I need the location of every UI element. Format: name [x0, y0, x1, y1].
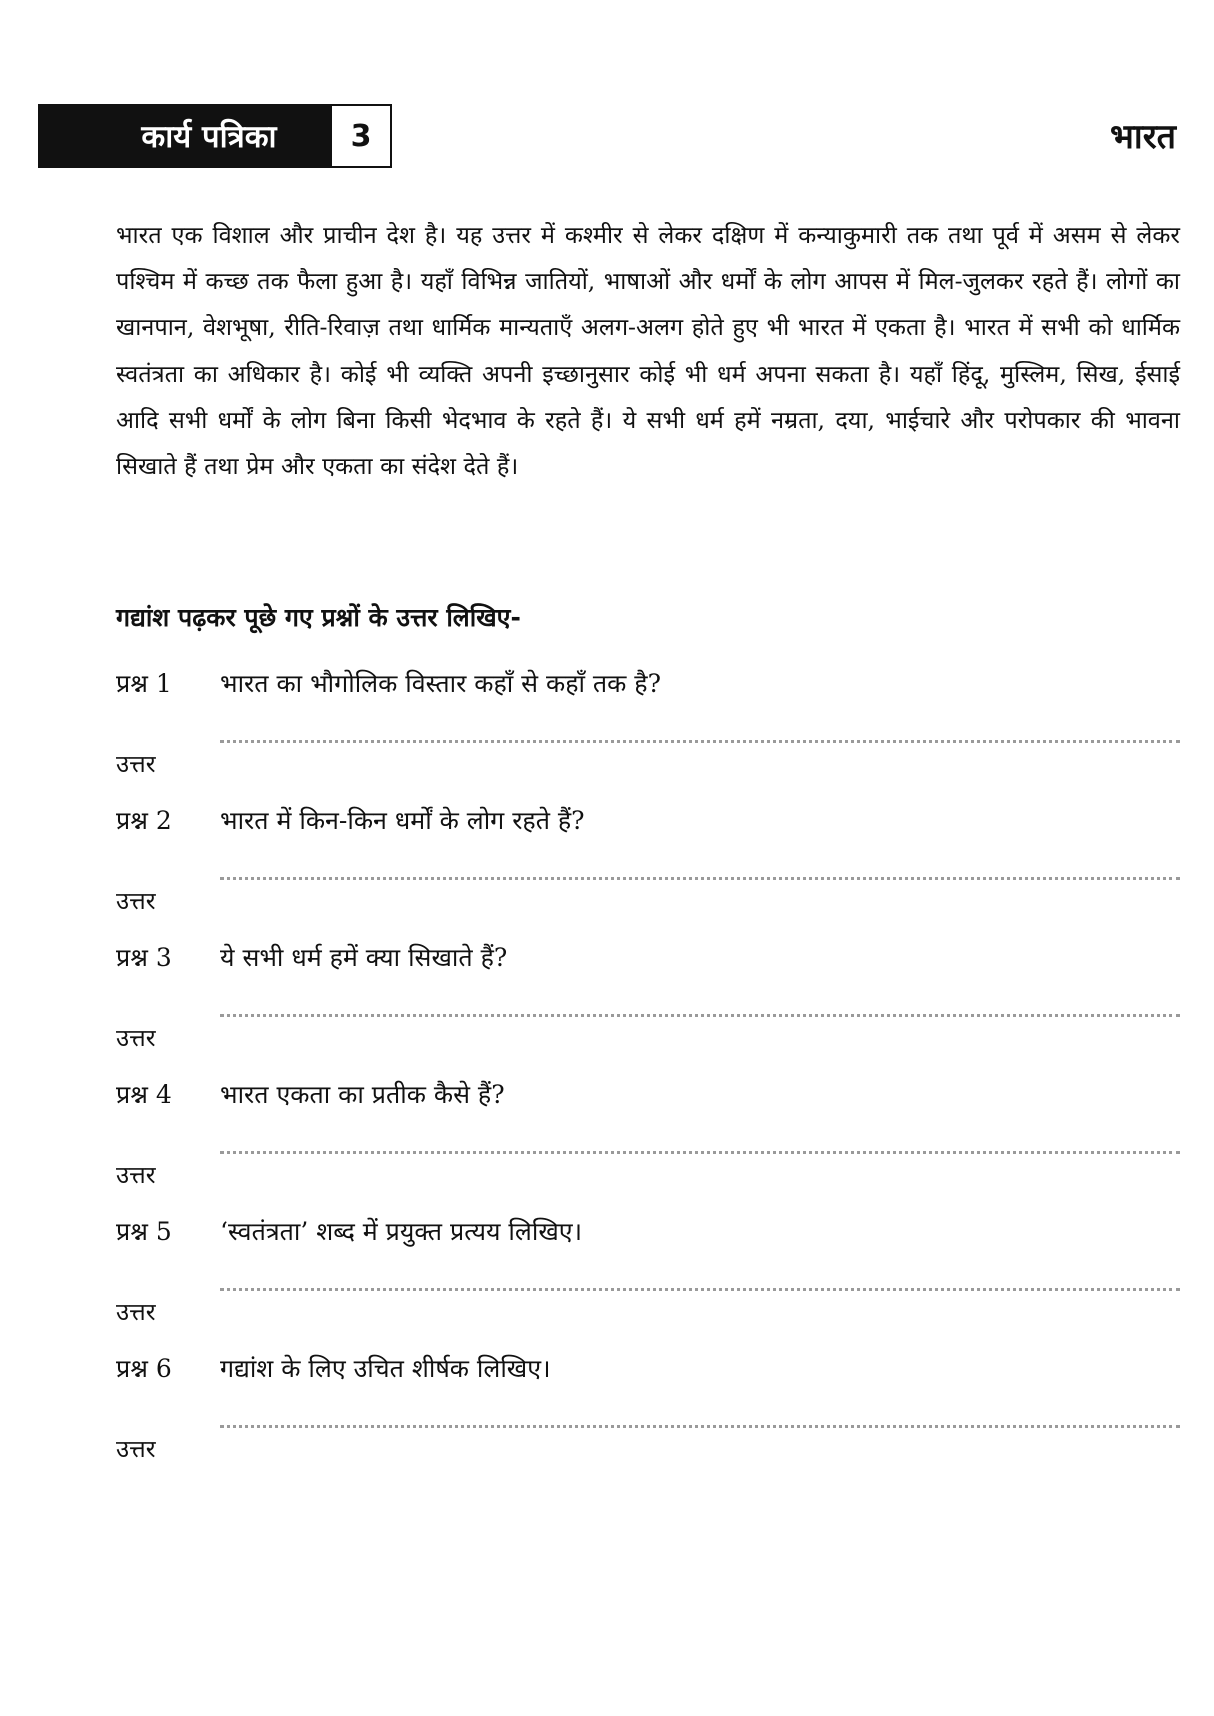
- answer-label: उत्तर: [116, 1161, 156, 1189]
- question-block-1: [116, 666, 1180, 796]
- question-text: भारत का भौगोलिक विस्तार कहाँ से कहाँ तक है?: [220, 669, 661, 698]
- answer-label: उत्तर: [116, 750, 156, 778]
- question-block-3: [116, 940, 1180, 1070]
- worksheet-number: 3: [350, 118, 372, 154]
- answer-line[interactable]: [220, 877, 1180, 880]
- question-label: प्रश्न 4: [116, 1080, 172, 1109]
- question-label: प्रश्न 2: [116, 806, 172, 835]
- question-text: भारत एकता का प्रतीक कैसे हैं?: [220, 1080, 505, 1109]
- worksheet-number-box: [330, 104, 392, 168]
- question-block-5: [116, 1214, 1180, 1344]
- answer-line[interactable]: [220, 1014, 1180, 1017]
- passage-text: भारत एक विशाल और प्राचीन देश है। यह उत्तर में कश्मीर से लेकर दक्षिण में कन्याकुमारी तक तथा पूर्व में असम से लेकर पश्चिम में कच्छ तक फैला हुआ है। यहाँ विभिन्न जातियों, भाषाओं और धर्मों के लोग आपस में मिल-जुलकर रहते हैं। लोगों का खानपान, वेशभूषा, रीति-रिवाज़ तथा धार्मिक मान्यताएँ अलग-अलग होते हुए भी भारत में एकता है। भारत में सभी को धार्मिक स्वतंत्रता का अधिकार है। कोई भी व्यक्ति अपनी इच्छानुसार कोई भी धर्म अपना सकता है। यहाँ हिंदू, मुस्लिम, सिख, ईसाई आदि सभी धर्मों के लोग बिना किसी भेदभाव के रहते हैं। ये सभी धर्म हमें नम्रता, दया, भाईचारे और परोपकार की भावना सिखाते हैं तथा प्रेम और एकता का संदेश देते हैं।: [116, 221, 1180, 481]
- worksheet-label-bar: [38, 104, 330, 168]
- answer-line[interactable]: [220, 1151, 1180, 1154]
- answer-line[interactable]: [220, 1425, 1180, 1428]
- question-block-2: [116, 803, 1180, 933]
- answer-label: उत्तर: [116, 1298, 156, 1326]
- answer-label: उत्तर: [116, 1024, 156, 1052]
- question-label: प्रश्न 3: [116, 943, 172, 972]
- answer-line[interactable]: [220, 1288, 1180, 1291]
- answer-label: उत्तर: [116, 887, 156, 915]
- question-label: प्रश्न 5: [116, 1217, 172, 1246]
- question-text: गद्यांश के लिए उचित शीर्षक लिखिए।: [220, 1354, 551, 1383]
- answer-line[interactable]: [220, 740, 1180, 743]
- instruction-heading: गद्यांश पढ़कर पूछे गए प्रश्नों के उत्तर लिखिए-: [116, 603, 521, 632]
- question-text: भारत में किन-किन धर्मों के लोग रहते हैं?: [220, 806, 585, 835]
- answer-label: उत्तर: [116, 1435, 156, 1463]
- question-block-4: [116, 1077, 1180, 1207]
- question-label: प्रश्न 6: [116, 1354, 172, 1383]
- subject-title: भारत: [1110, 117, 1176, 157]
- question-block-6: [116, 1351, 1180, 1481]
- question-text: ये सभी धर्म हमें क्या सिखाते हैं?: [220, 943, 508, 972]
- worksheet-label: कार्य पत्रिका: [141, 119, 277, 155]
- question-text: ‘स्वतंत्रता’ शब्द में प्रयुक्त प्रत्यय लिखिए।: [220, 1217, 583, 1246]
- question-label: प्रश्न 1: [116, 669, 172, 698]
